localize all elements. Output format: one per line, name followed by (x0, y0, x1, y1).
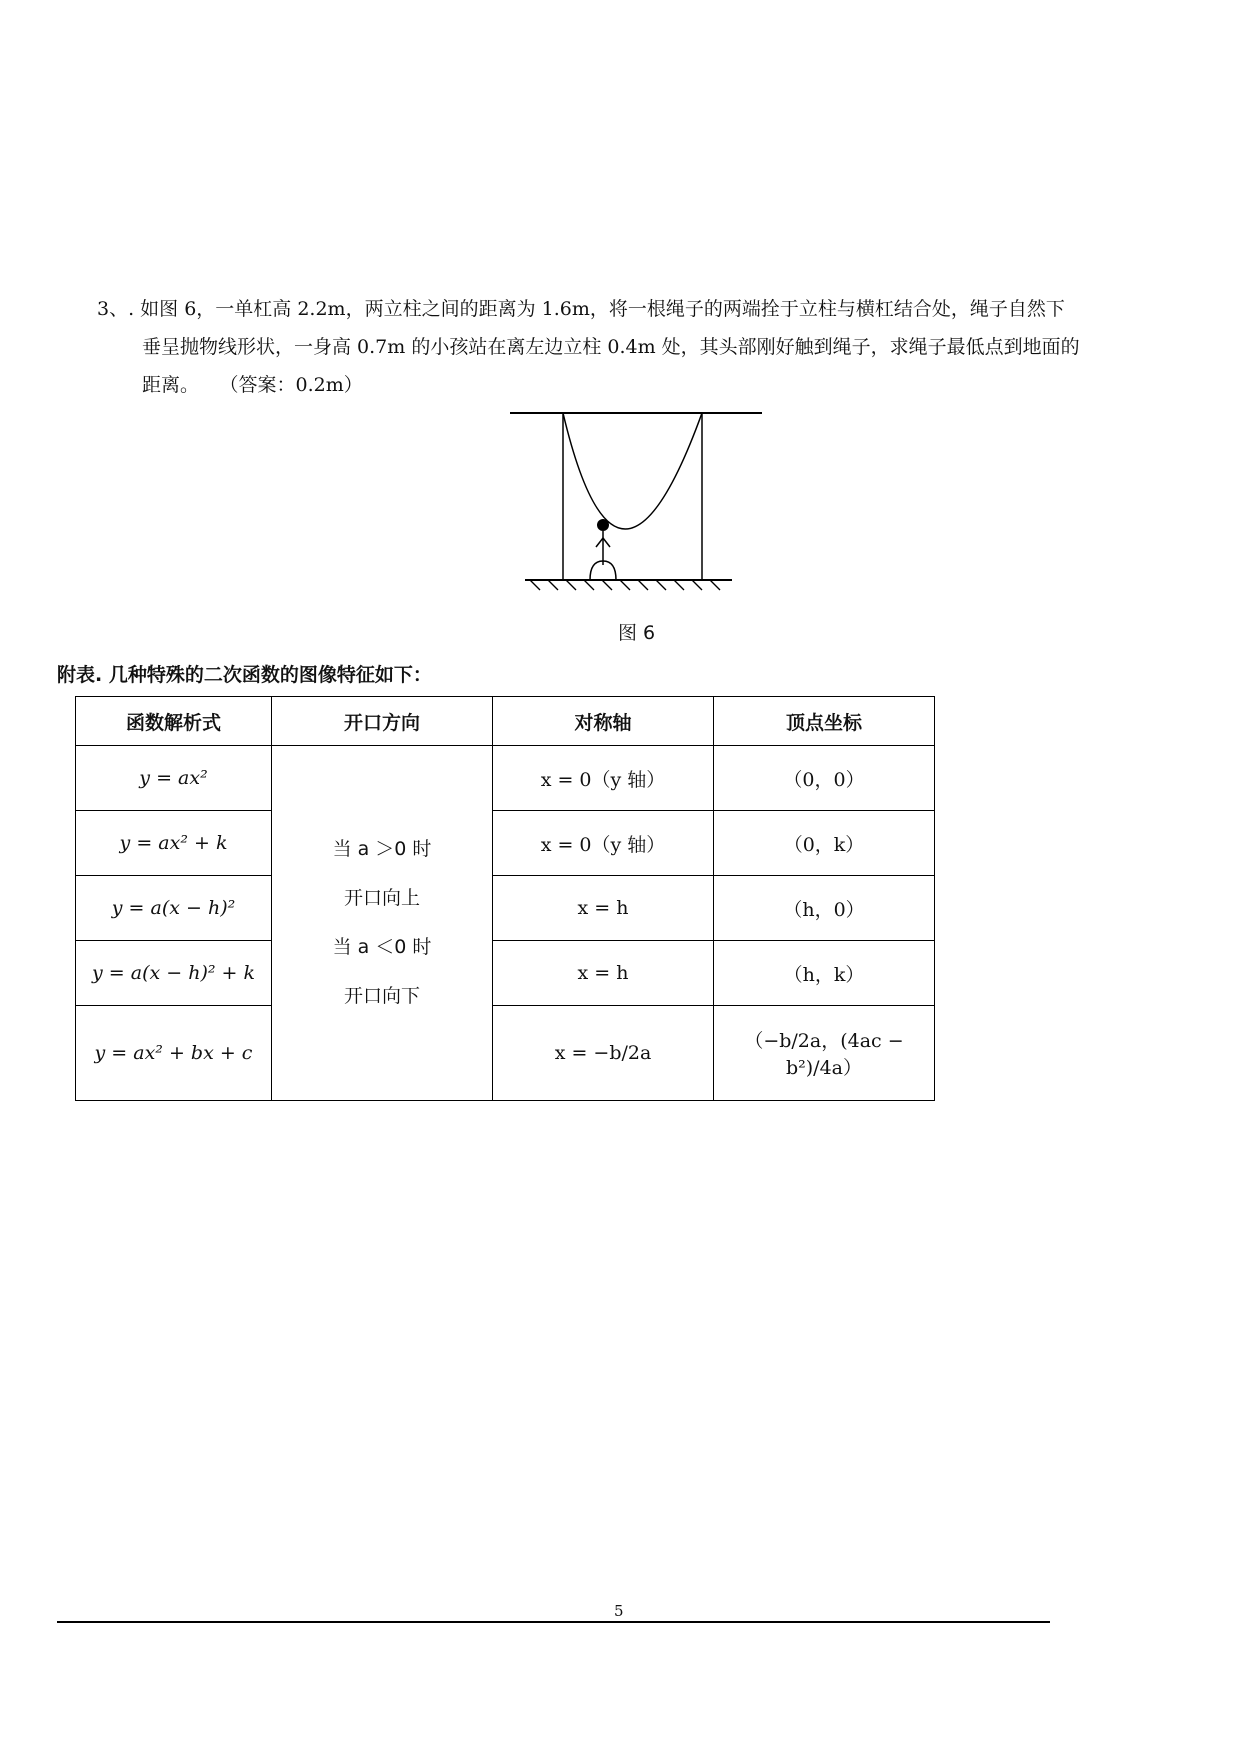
opening-cell (272, 746, 493, 1101)
axis-cell: x = h (493, 876, 714, 941)
vertex-cell: （h，k） (714, 941, 935, 1006)
axis-cell: x = 0（y 轴） (493, 811, 714, 876)
opening-line: 开口向上 (343, 887, 420, 909)
figure-6-diagram (510, 405, 780, 605)
table-row (76, 876, 935, 941)
formula-cell: y = ax² + bx + c (76, 1006, 272, 1101)
table-row (76, 811, 935, 876)
vertex-cell: （h，0） (714, 876, 935, 941)
quadratic-table (75, 696, 935, 1101)
opening-line: 当 a ＞0 时 (332, 838, 432, 860)
formula-cell: y = ax² + k (76, 811, 272, 876)
problem-line-1: 3、. 如图 6，一单杠高 2.2m，两立柱之间的距离为 1.6m，将一根绳子的两端拴于立柱与横杠结合处，绳子自然下 (97, 298, 1065, 320)
header-vertex: 顶点坐标 (714, 697, 935, 746)
header-formula: 函数解析式 (76, 697, 272, 746)
formula-cell: y = a(x − h)² (76, 876, 272, 941)
answer-text: （答案：0.2m） (229, 374, 363, 396)
appendix-title: 附表. 几种特殊的二次函数的图像特征如下： (57, 664, 432, 686)
rope-parabola (563, 413, 702, 529)
opening-line: 当 a ＜0 时 (332, 936, 432, 958)
axis-cell: x = 0（y 轴） (493, 746, 714, 811)
axis-cell: x = −b/2a (493, 1006, 714, 1101)
formula-cell: y = ax² (76, 746, 272, 811)
problem-line-3 (97, 366, 1192, 404)
problem-line-2: 垂呈抛物线形状，一身高 0.7m 的小孩站在离左边立柱 0.4m 处，其头部刚好触到绳子，求绳子最低点到地面的 (142, 336, 1080, 358)
figure-caption: 图 6 (618, 622, 656, 644)
table-header-row (76, 697, 935, 746)
vertex-cell: （0，0） (714, 746, 935, 811)
axis-cell: x = h (493, 941, 714, 1006)
ground-hatching (530, 580, 720, 590)
problem-text (97, 290, 1192, 404)
header-opening: 开口方向 (272, 697, 493, 746)
table-row (76, 746, 935, 811)
problem-line-3-text: 距离。 (142, 374, 200, 396)
table-row (76, 941, 935, 1006)
vertex-cell: （0，k） (714, 811, 935, 876)
footer-rule (57, 1621, 1050, 1623)
vertex-cell: （−b/2a，(4ac − b²)/4a） (714, 1006, 935, 1101)
opening-line: 开口向下 (343, 985, 420, 1007)
table-row (76, 1006, 935, 1101)
page-number: 5 (614, 1602, 624, 1620)
header-axis: 对称轴 (493, 697, 714, 746)
child-head (597, 519, 609, 531)
formula-cell: y = a(x − h)² + k (76, 941, 272, 1006)
